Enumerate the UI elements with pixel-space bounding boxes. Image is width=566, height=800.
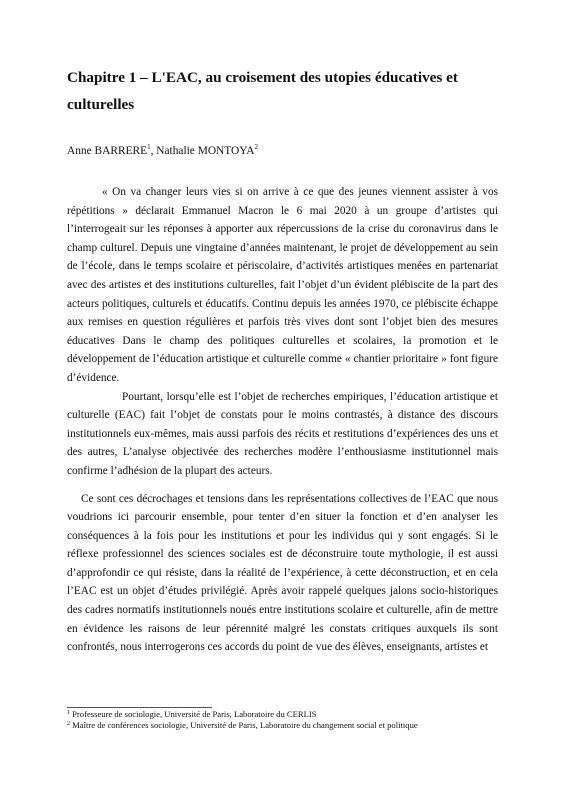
chapter-title: Chapitre 1 – L'EAC, au croisement des utopies éducatives et culturelles: [67, 69, 458, 113]
footnote-text: Maître de conférences sociologie, Université de Paris, Laboratoire du changement social et politique: [70, 720, 418, 730]
footnote: [67, 720, 507, 731]
author-separator: ,: [150, 145, 157, 157]
author-name: Anne BARRERE: [67, 145, 148, 157]
paragraph: « On va changer leurs vies si on arrive à ce que des jeunes viennent assister à vos répétitions » déclarait Emmanuel Macron le 6 mai 2020 à un groupe d’artistes qui l’interrogeait sur les réponses à apporter aux répercussions de la crise du coronavirus dans le champ culturel. Depuis une vingtaine d’années maintenant, le projet de développement au sein de l’école, dans le temps scolaire et périscolaire, d’activités artistiques menées en partenariat avec des artistes et des institutions culturelles, fait l’objet d’un évident plébiscite de la part des acteurs politiques, culturels et éducatifs. Continu depuis les années 1970, ce plébiscite échappe aux remises en question régulières et parfois très vives dont sont l’objet bien des mesures éducatives Dans le champ des politiques culturelles et scolaires, la promotion et le développement de l’éducation artistique et culturelle comme « chantier prioritaire » font figure d’évidence.: [67, 186, 498, 384]
footnote-text: Professeure de sociologie, Université de Paris, Laboratoire du CERLIS: [70, 709, 317, 719]
footnote-number: 1: [67, 710, 70, 716]
footnote-mark[interactable]: 1: [147, 143, 151, 151]
footnotes: [67, 709, 507, 731]
footnote-number: 2: [67, 721, 70, 727]
footnote: [67, 709, 507, 720]
author-line: [67, 144, 258, 158]
footnote-mark[interactable]: 2: [254, 143, 258, 151]
author-name: Nathalie MONTOYA: [156, 145, 255, 157]
paragraph: Ce sont ces décrochages et tensions dans les représentations collectives de l’EAC que nous voudrions ici parcourir ensemble, pour tenter d’en situer la fonction et d’en analyser les conséquences à la fois pour les institutions et pour les individus qui y sont engagés. Si le réflexe professionnel des sciences sociales est de déconstruire toute mythologie, il est aussi d’approfondir ce qui résiste, dans la réalité de l’expérience, à cette déconstruction, et en cela l’EAC est un objet d’études privilégié. Après avoir rappelé quelques jalons socio-historiques des cadres normatifs institutionnels noués entre institutions scolaire et culturelle, afin de mettre en évidence les raisons de leur pérennité malgré les constats critiques auxquels ils sont confrontés, nous interrogerons ces accords du point de vue des élèves, enseignants, artistes et: [67, 492, 498, 654]
body-text: [67, 183, 498, 657]
footnote-divider: [67, 707, 212, 708]
paragraph: Pourtant, lorsqu’elle est l’objet de recherches empiriques, l’éducation artistique et culturelle (EAC) fait l’objet de constats pour le moins contrastés, à distance des discours institutionnels eux-mêmes, mais aussi parfois des récits et restitutions d’expériences des uns et des autres, L’analyse objectivée des recherches modère l’enthousiasme institutionnel mais confirme l’adhésion de la plupart des acteurs.: [67, 390, 498, 477]
